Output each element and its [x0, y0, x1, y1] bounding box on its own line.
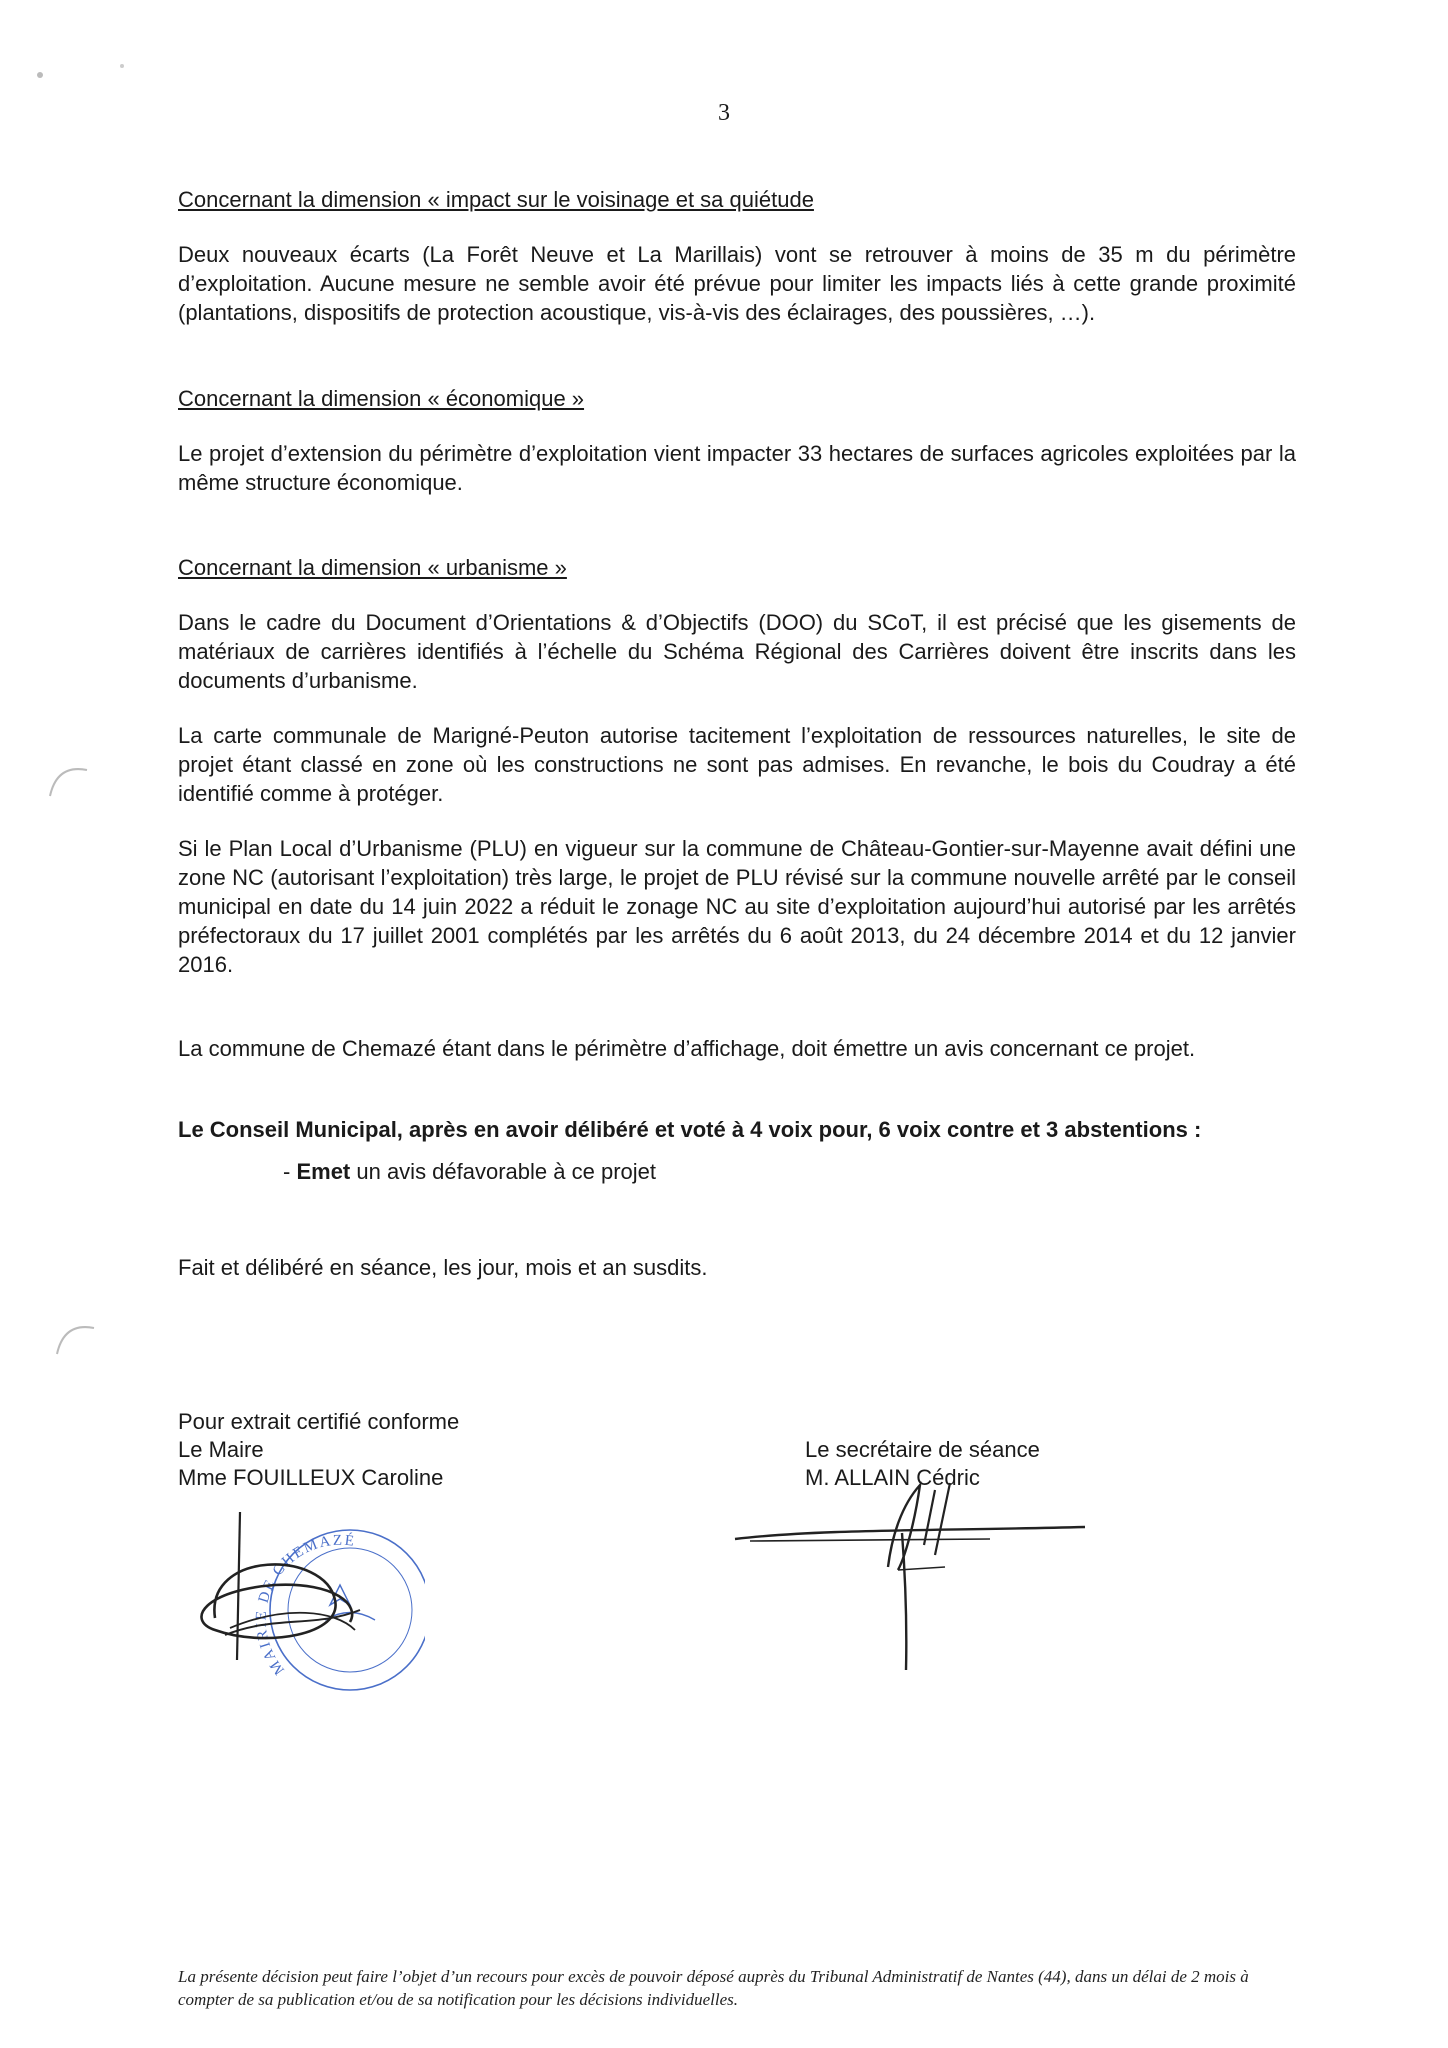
- paragraph-urbanisme-2: La carte communale de Marigné-Peuton autorise tacitement l’exploitation de ressources naturelles, le site de projet étant classé en zone où les constructions ne sont pas admises. En revanche, le bois du Coudray a été identifié comme à protéger.: [178, 723, 1296, 806]
- decision-item-prefix: -: [283, 1159, 297, 1184]
- secretaire-name: M. ALLAIN Cédric: [805, 1465, 980, 1490]
- legal-footer-note: La présente décision peut faire l’objet d’un recours pour excès de pouvoir déposé auprès du Tribunal Administratif de Nantes (44), dans un délai de 2 mois à compter de sa publication et/ou de sa notification pour les décisions individuelles.: [178, 1967, 1249, 2009]
- heading-economique: Concernant la dimension « économique »: [178, 386, 585, 411]
- commune-statement: La commune de Chemazé étant dans le périmètre d’affichage, doit émettre un avis concernant ce projet.: [178, 1036, 1196, 1061]
- punch-hole-mark-top: [45, 760, 95, 800]
- decision-item: [178, 1157, 1296, 1186]
- svg-text:MAIRIE DE CHEMAZÉ: [253, 1532, 356, 1678]
- scan-dot-mark: [30, 60, 130, 85]
- maire-name: Mme FOUILLEUX Caroline: [178, 1465, 444, 1490]
- document-body: [178, 185, 1296, 1282]
- stamp-text: MAIRIE DE CHEMAZÉ: [253, 1532, 357, 1678]
- secretary-signature: [730, 1475, 1090, 1675]
- certified-extract-label: Pour extrait certifié conforme: [178, 1409, 460, 1434]
- decision-item-verb: Emet: [296, 1159, 351, 1184]
- signature-block-maire: [178, 1408, 459, 1492]
- secretaire-title: Le secrétaire de séance: [805, 1437, 1040, 1462]
- paragraph-urbanisme-3: Si le Plan Local d’Urbanisme (PLU) en vigueur sur la commune de Château-Gontier-sur-Mayenne avait défini une zone NC (autorisant l’exploitation) très large, le projet de PLU révisé sur la commune nouvelle arrêté par le conseil municipal en date du 14 juin 2022 a réduit le zonage NC au site d’exploitation aujourd’hui autorisé par les arrêtés préfectoraux du 17 juillet 2001 complétés par les arrêtés du 6 août 2013, du 24 décembre 2014 et du 12 janvier 2016.: [178, 836, 1296, 977]
- paragraph-urbanisme-1: Dans le cadre du Document d’Orientations & d’Objectifs (DOO) du SCoT, il est précisé que les gisements de matériaux de carrières identifiés à l’échelle du Schéma Régional des Carrières doivent être inscrits dans les documents d’urbanisme.: [178, 610, 1296, 693]
- paragraph-economique: Le projet d’extension du périmètre d’exploitation vient impacter 33 hectares de surfaces agricoles exploitées par la même structure économique.: [178, 441, 1296, 495]
- official-stamp-with-signature: [185, 1510, 425, 1700]
- closing-statement: Fait et délibéré en séance, les jour, mois et an susdits.: [178, 1255, 708, 1280]
- decision-item-text: un avis défavorable à ce projet: [350, 1159, 656, 1184]
- heading-voisinage: Concernant la dimension « impact sur le voisinage et sa quiétude: [178, 187, 814, 212]
- page-number: 3: [718, 100, 730, 126]
- maire-title: Le Maire: [178, 1437, 264, 1462]
- punch-hole-mark-bottom: [52, 1318, 102, 1358]
- heading-urbanisme: Concernant la dimension « urbanisme »: [178, 555, 567, 580]
- decision-preamble: Le Conseil Municipal, après en avoir délibéré et voté à 4 voix pour, 6 voix contre et 3 abstentions :: [178, 1117, 1202, 1142]
- paragraph-voisinage: Deux nouveaux écarts (La Forêt Neuve et La Marillais) vont se retrouver à moins de 35 m du périmètre d’exploitation. Aucune mesure ne semble avoir été prévue pour limiter les impacts liés à cette grande proximité (plantations, dispositifs de protection acoustique, vis-à-vis des éclairages, des poussières, …).: [178, 242, 1296, 325]
